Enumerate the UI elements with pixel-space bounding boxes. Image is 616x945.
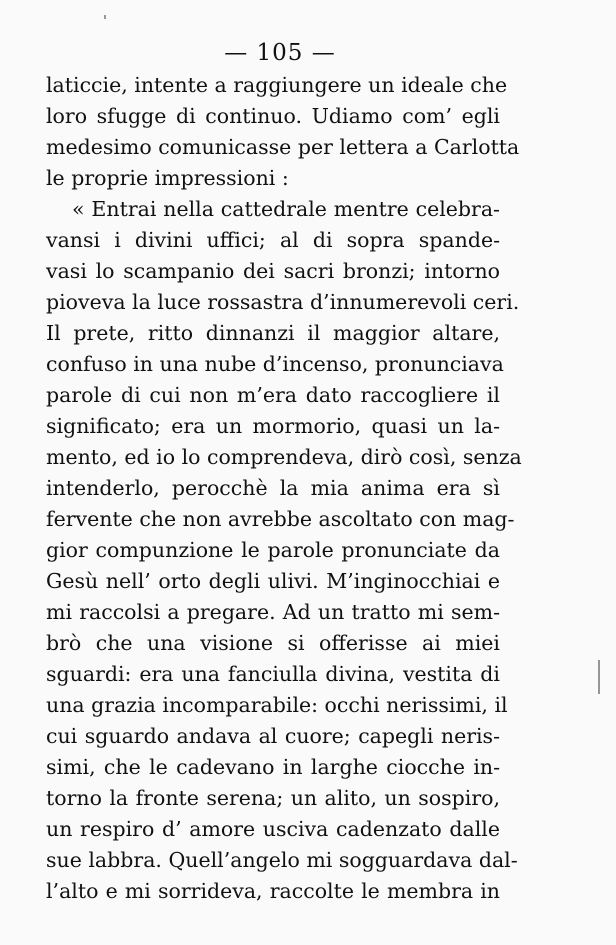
text-line: le proprie impressioni :	[46, 166, 289, 190]
text-line: l’alto e mi sorrideva, raccolte le membra in	[46, 879, 500, 903]
text-line: medesimo comunicasse per lettera a Carlotta	[46, 135, 520, 159]
page-number: — 105 —	[224, 40, 336, 66]
text-line: brò che una visione si offerisse ai miei	[46, 631, 500, 655]
scan-speck	[598, 660, 600, 694]
text-line: laticcie, intente a raggiungere un ideale che	[46, 73, 508, 97]
text-line: mi raccolsi a pregare. Ad un tratto mi sem-	[46, 600, 500, 624]
text-line: cui sguardo andava al cuore; capegli neris-	[46, 724, 500, 748]
text-line: intenderlo, perocchè la mia anima era sì	[46, 476, 500, 500]
text-line: mento, ed io lo comprendeva, dirò così, senza	[46, 445, 522, 469]
text-line: torno la fronte serena; un alito, un sospiro,	[46, 786, 500, 810]
text-line: vasi lo scampanio dei sacri bronzi; intorno	[46, 259, 500, 283]
text-line: significato; era un mormorio, quasi un la-	[46, 414, 500, 438]
body-text	[46, 70, 522, 907]
text-line: sguardi: era una fanciulla divina, vestita di	[46, 662, 500, 686]
text-line: gior compunzione le parole pronunciate da	[46, 538, 500, 562]
text-line: fervente che non avrebbe ascoltato con mag-	[46, 507, 515, 531]
scan-speck	[104, 15, 106, 19]
text-line: « Entrai nella cattedrale mentre celebra-	[72, 197, 500, 221]
text-line: una grazia incomparabile: occhi nerissimi, il	[46, 693, 508, 717]
text-line: confuso in una nube d’incenso, pronunciava	[46, 352, 504, 376]
text-line: loro sfugge di continuo. Udiamo com’ egli	[46, 104, 500, 128]
text-line: parole di cui non m’era dato raccogliere il	[46, 383, 500, 407]
text-line: un respiro d’ amore usciva cadenzato dalle	[46, 817, 500, 841]
text-line: sue labbra. Quell’angelo mi sogguardava dal-	[46, 848, 518, 872]
text-line: Gesù nell’ orto degli ulivi. M’inginocchiai e	[46, 569, 500, 593]
text-line: Il prete, ritto dinnanzi il maggior altare,	[46, 321, 500, 345]
text-line: vansi i divini uffici; al di sopra spande-	[46, 228, 500, 252]
text-line: pioveva la luce rossastra d’innumerevoli ceri.	[46, 290, 520, 314]
text-line: simi, che le cadevano in larghe ciocche in-	[46, 755, 500, 779]
